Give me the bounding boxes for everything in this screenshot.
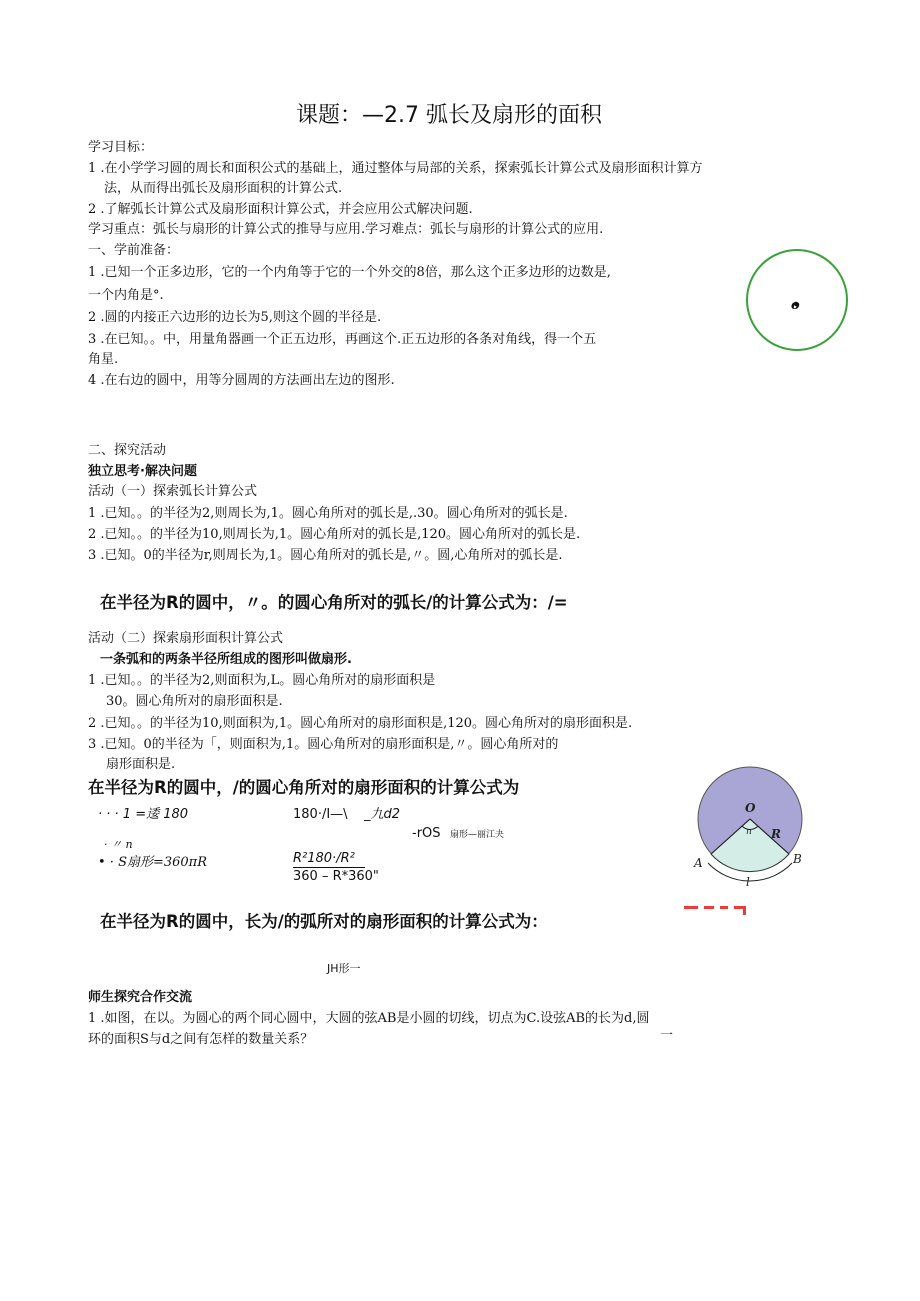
activity-2-item-2: 2 .已知。。的半径为10,则面积为,1。圆心角所对的扇形面积是,120。圆心角所对的扇形面积是. xyxy=(88,716,633,731)
page-title: 课题：—2.7 弧长及扇形的面积 xyxy=(296,103,602,128)
formula-row1-c: _九d2 xyxy=(364,807,401,822)
cooperation-item-1-line1: 1 .如图，在以。为圆心的两个同心圆中，大圆的弦AB是小圆的切线，切点为C.设弦AB的长为d,圆 xyxy=(88,1011,650,1026)
red-mark-1 xyxy=(684,906,698,909)
explore-heading: 二、探究活动 xyxy=(88,443,167,458)
activity-2-item-1-line1: 1 .已知。。的半径为2,则面积为,L。圆心角所对的扇形面积是 xyxy=(88,673,436,688)
activity-2-item-3-line1: 3 .已知。0的半径为「，则面积为,1。圆心角所对的扇形面积是,〃。圆心角所对的 xyxy=(88,737,559,752)
label-b: B xyxy=(793,852,802,866)
label-r: R xyxy=(771,827,781,841)
formula-fraction-bar xyxy=(293,867,365,868)
label-l: l xyxy=(746,875,750,889)
objective-1-line2: 法，从而得出弧长及扇形面积的计算公式. xyxy=(104,181,343,196)
activity-1-heading: 活动（一）探索弧长计算公式 xyxy=(88,484,258,499)
objective-1-line1: 1 .在小学学习圆的周长和面积公式的基础上，通过整体与局部的关系，探索弧长计算公式及扇形面积计算方 xyxy=(88,161,703,176)
label-a: A xyxy=(694,856,703,870)
circle-center-label: o xyxy=(791,298,800,313)
formula-row1-b: 180·/I—\ xyxy=(293,807,348,822)
activity-2-heading: 活动（二）探索扇形面积计算公式 xyxy=(88,631,284,646)
prep-item-3-line2: 角星. xyxy=(88,352,119,367)
prep-item-1-line2: 一个内角是°. xyxy=(88,288,164,303)
sector-figure xyxy=(684,762,824,892)
formula-row3-a: · 〃 n xyxy=(104,838,133,851)
arc-length-conclusion: 在半径为R的圆中，〃。的圆心角所对的弧长/的计算公式为：/= xyxy=(100,593,568,612)
label-n: n xyxy=(746,827,752,837)
prep-heading: 一、学前准备： xyxy=(88,243,180,258)
sector-definition: 一条弧和的两条半径所组成的图形叫做扇形. xyxy=(100,652,352,667)
activity-1-item-1: 1 .已知。。的半径为2,则周长为,1。圆心角所对的弧长是,.30。圆心角所对的弧长是. xyxy=(88,506,568,521)
formula-row4-a: • · S扇形=360πR xyxy=(98,855,208,870)
cooperation-dash: 一 xyxy=(660,1028,674,1043)
prep-item-1-line1: 1 .已知一个正多边形，它的一个内角等于它的一个外交的8倍，那么这个正多边形的边数是, xyxy=(88,265,611,280)
formula-row5-b: 360 – R*360" xyxy=(293,869,379,884)
formula-row4-b: R²180·/R² xyxy=(293,851,355,866)
objectives-heading: 学习目标： xyxy=(88,140,154,155)
activity-2-item-3-line2: 扇形面积是. xyxy=(106,757,176,772)
activity-1-item-2: 2 .已知。。的半径为10,则周长为,1。圆心角所对的弧长是,120。圆心角所对的弧长是. xyxy=(88,527,581,542)
activity-2-item-1-line2: 30。圆心角所对的扇形面积是. xyxy=(106,694,283,709)
label-o: O xyxy=(745,801,756,815)
red-mark-3 xyxy=(720,906,728,909)
cooperation-heading: 师生探究合作交流 xyxy=(88,990,193,1005)
red-mark-2 xyxy=(704,906,714,909)
sector-arc-conclusion: 在半径为R的圆中，长为/的弧所对的扇形面积的计算公式为： xyxy=(100,912,548,931)
jh-note: JH形一 xyxy=(327,962,361,975)
explore-subheading: 独立思考·解决问题 xyxy=(88,464,197,479)
prep-item-3-line1: 3 .在已知。。中，用量角器画一个正五边形，再画这个.正五边形的各条对角线，得一个五 xyxy=(88,332,597,347)
cooperation-item-1-line2: 环的面积S与d之间有怎样的数量关系？ xyxy=(88,1032,314,1047)
sector-area-conclusion: 在半径为R的圆中，/的圆心角所对的扇形面积的计算公式为 xyxy=(88,778,520,797)
prep-item-4: 4 .在右边的圆中，用等分圆周的方法画出左边的图形. xyxy=(88,373,395,388)
red-mark-tick xyxy=(743,906,746,915)
objective-2: 2 .了解弧长计算公式及扇形面积计算公式，并会应用公式解决问题. xyxy=(88,202,473,217)
formula-row2-b: 扇形—丽江夬 xyxy=(450,830,505,840)
activity-1-item-3: 3 .已知。0的半径为r,则周长为,1。圆心角所对的弧长是,〃。圆,心角所对的弧长是. xyxy=(88,548,563,563)
formula-row2-a: -rOS xyxy=(412,826,441,841)
prep-item-2: 2 .圆的内接正六边形的边长为5,则这个圆的半径是. xyxy=(88,310,382,325)
drawing-circle xyxy=(744,247,850,353)
key-points: 学习重点：弧长与扇形的计算公式的推导与应用.学习难点：弧长与扇形的计算公式的应用. xyxy=(88,222,604,237)
formula-row1-a: · · · 1 =逶 180 xyxy=(98,807,189,822)
